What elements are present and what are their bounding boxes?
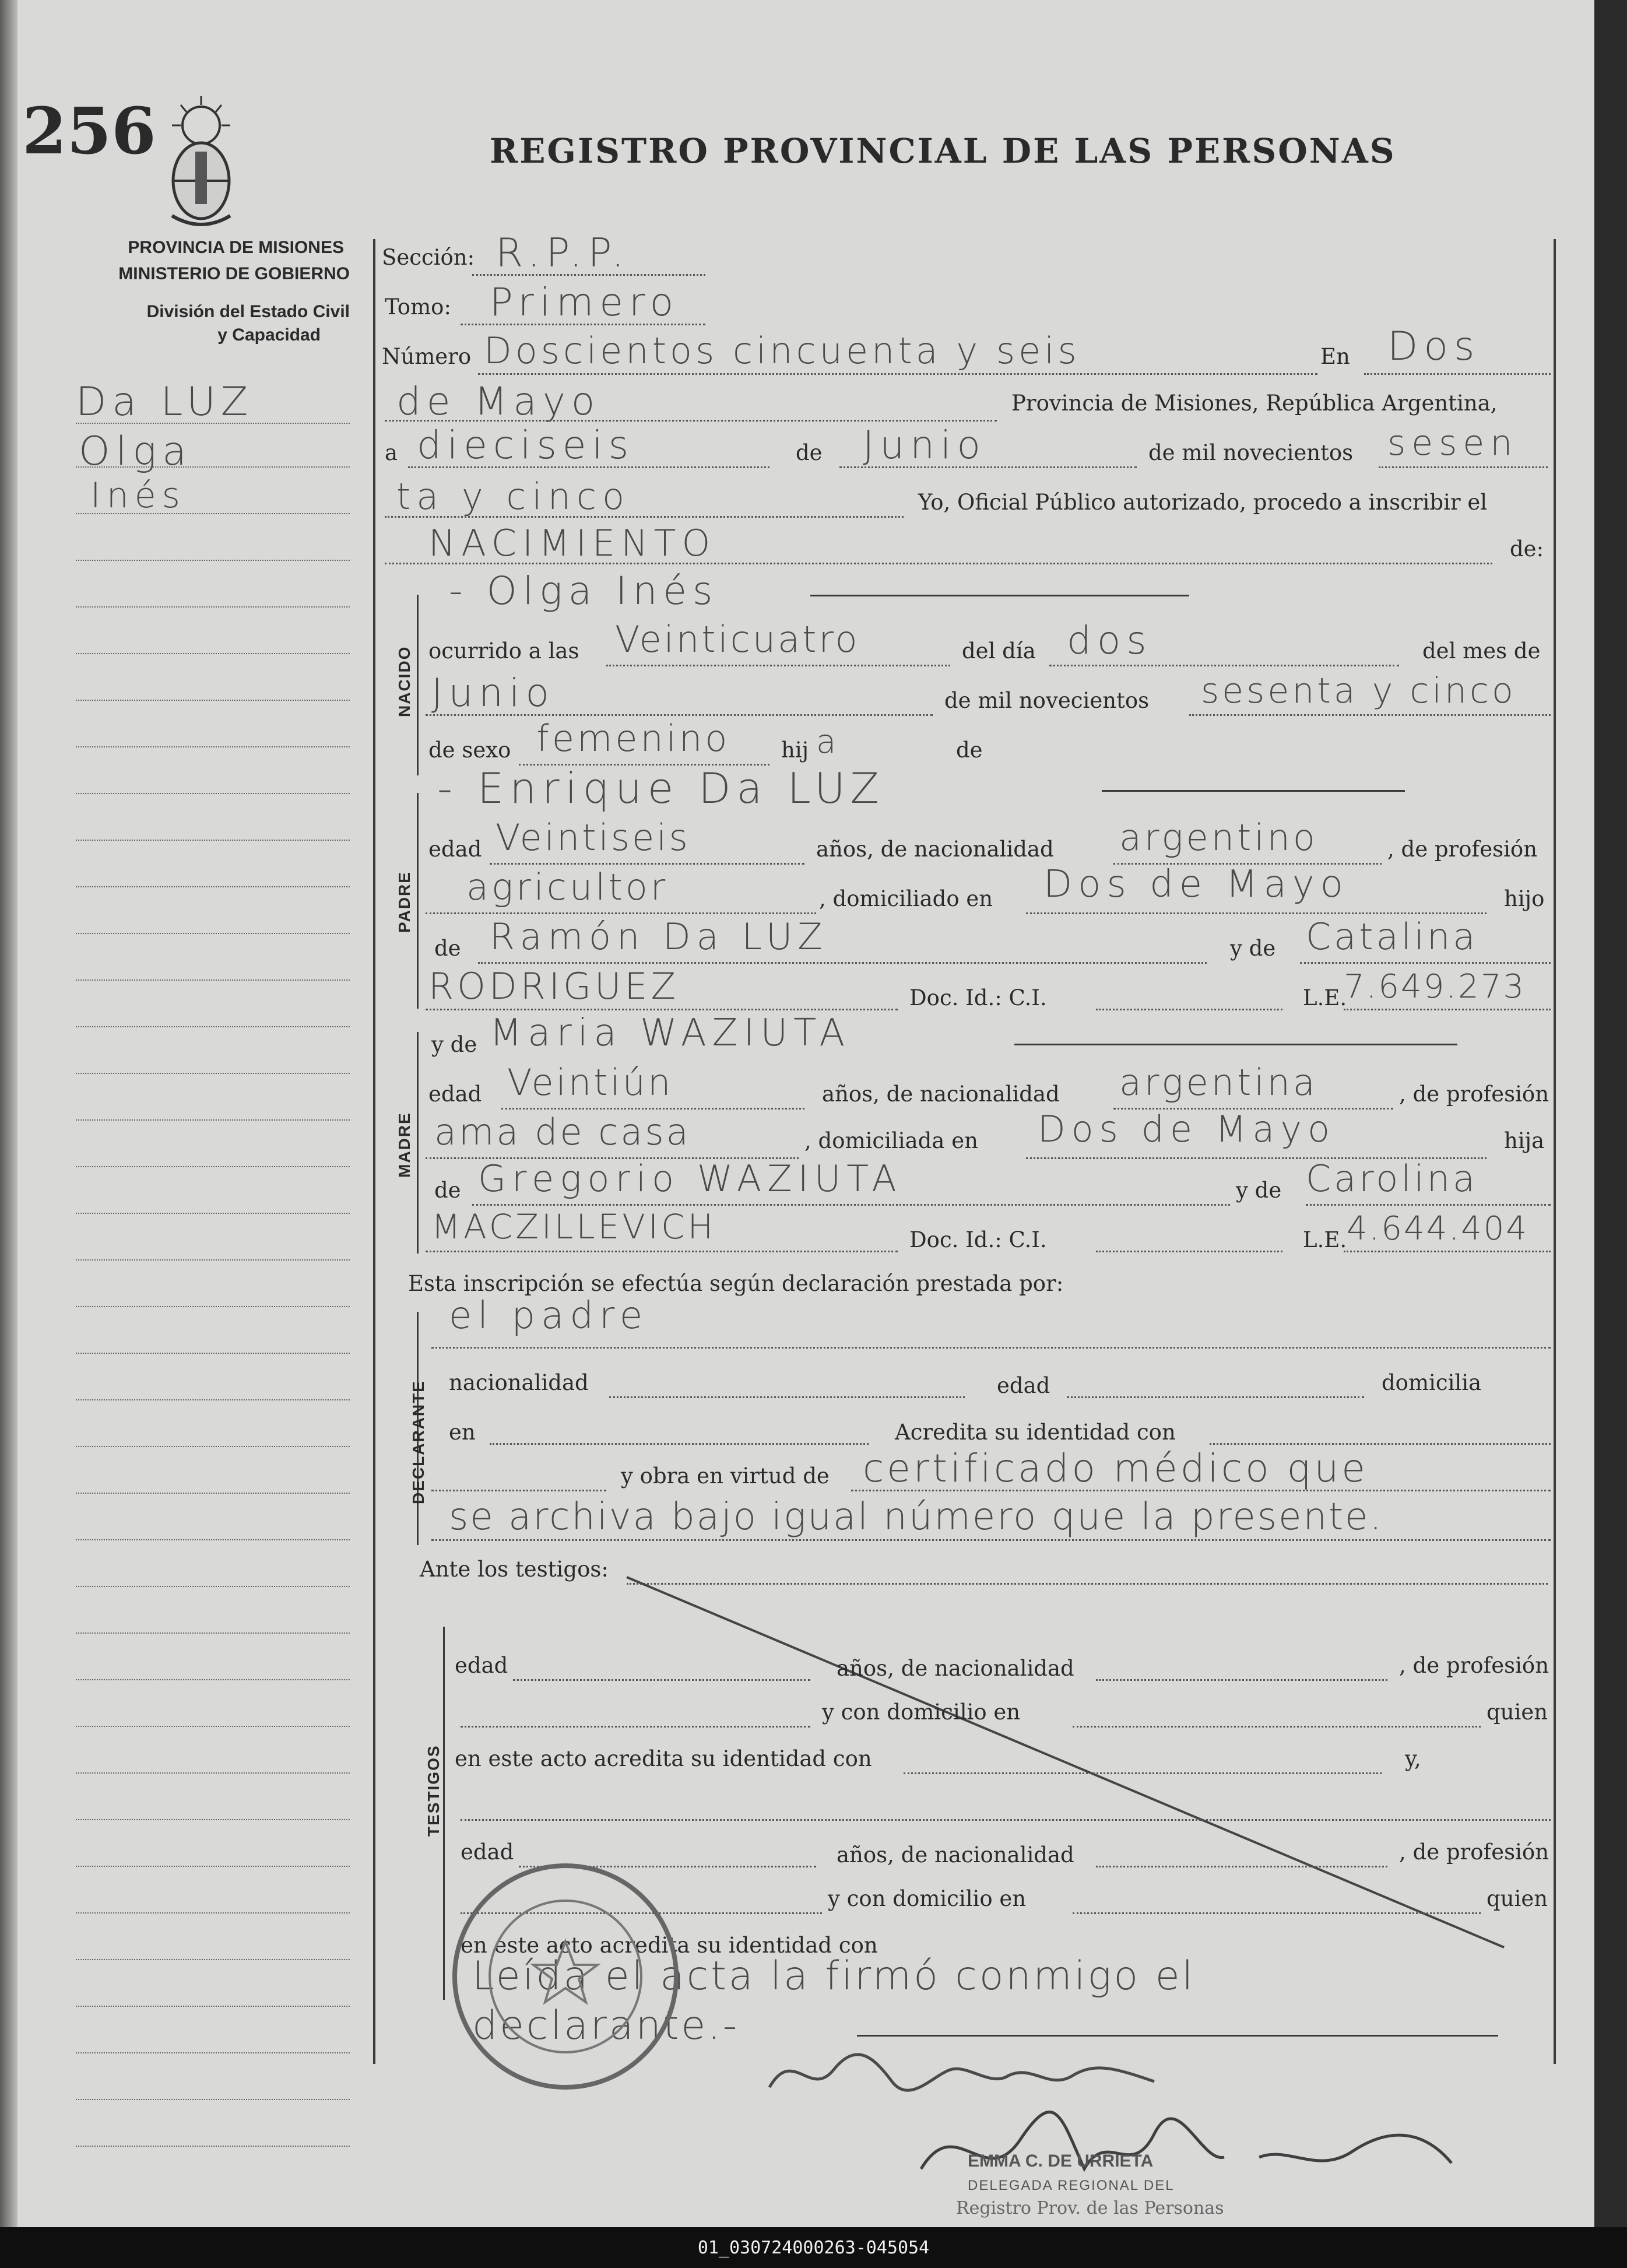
value-mes-nac: Junio (431, 670, 555, 715)
label-de-mil-novecientos: de mil novecientos (944, 688, 1150, 713)
header-line-province: PROVINCIA DE MISIONES (128, 238, 344, 257)
value-anio-b: ta y cinco (396, 475, 631, 518)
value-numero: Doscientos cincuenta y seis (484, 329, 1080, 372)
value-sexo: femenino (536, 717, 730, 760)
label-padre-doc-id: Doc. Id.: C.I. (909, 985, 1047, 1010)
label-decl-en: en (449, 1420, 476, 1445)
value-padre-domicilio: Dos de Mayo (1043, 863, 1349, 906)
value-madre-edad: Veintiún (507, 1061, 673, 1104)
label-hij: hij (781, 738, 809, 763)
value-padre-edad: Veintiseis (496, 816, 690, 859)
side-label-testigos: TESTIGOS (424, 1744, 442, 1837)
value-lugar2: de Mayo (396, 379, 601, 424)
label-numero: Número (382, 344, 472, 369)
label-del-dia: del día (962, 638, 1036, 663)
value-seccion: R.P.P. (496, 230, 630, 276)
label-a: a (385, 440, 398, 465)
label-padre-le: L.E. (1303, 985, 1347, 1010)
label-padre-domiciliado: , domiciliado en (819, 886, 993, 911)
value-cierre1: Leída el acta la firmó conmigo el (472, 1953, 1196, 1999)
margin-firstname: Olga (79, 429, 192, 475)
label-test1-quien: quien (1487, 1700, 1548, 1725)
value-padre-padre: Ramón Da LUZ (490, 915, 828, 958)
label-madre-edad: edad (428, 1082, 482, 1107)
footer-id: 01_030724000263-045054 (0, 2227, 1627, 2268)
document-title: REGISTRO PROVINCIAL DE LAS PERSONAS (490, 131, 1396, 171)
margin-surname: Da LUZ (76, 379, 254, 425)
value-hij-suffix: a (816, 723, 842, 761)
label-padre-edad: edad (428, 837, 482, 862)
value-madre-profesion: ama de casa (434, 1111, 691, 1153)
label-decl-y-obra: y obra en virtud de (621, 1463, 830, 1488)
label-padre-de: de (434, 936, 461, 961)
stamp-line1: DELEGADA REGIONAL DEL (968, 2178, 1175, 2193)
label-de-colon: de: (1510, 536, 1544, 561)
value-padre-nombre: - Enrique Da LUZ (437, 764, 885, 813)
side-label-madre: MADRE (395, 1112, 413, 1178)
value-anio-a: sesen (1387, 423, 1519, 464)
label-test1-y: y, (1405, 1746, 1421, 1771)
value-archivo: se archiva bajo igual número que la presente. (449, 1495, 1383, 1539)
value-padre-le: 7.649.273 (1344, 968, 1526, 1006)
label-test2-anos-nac: años, de nacionalidad (837, 1842, 1074, 1867)
label-del-mes: del mes de (1422, 638, 1541, 663)
label-madre-doc-id: Doc. Id.: C.I. (909, 1227, 1047, 1252)
value-padre-madre: Catalina (1306, 915, 1478, 958)
book-edge (1594, 0, 1627, 2227)
stamp-name: EMMA C. DE URRIETA (968, 2151, 1154, 2171)
value-nombre: - Olga Inés (449, 568, 719, 613)
label-madre-profesion: , de profesión (1399, 1082, 1549, 1107)
label-decl-edad: edad (997, 1373, 1050, 1398)
margin-middlename: Inés (90, 475, 186, 516)
label-test2-edad: edad (461, 1839, 514, 1865)
label-test2-domicilio: y con domicilio en (828, 1886, 1027, 1911)
label-de-mes: de (796, 440, 823, 465)
label-decl-nacionalidad: nacionalidad (449, 1370, 589, 1395)
label-seccion: Sección: (382, 245, 475, 270)
value-madre-madre-apellido: MACZILLEVICH (431, 1207, 716, 1247)
label-provincia: Provincia de Misiones, República Argentina, (1011, 391, 1498, 416)
value-dia: dieciseis (417, 423, 635, 468)
value-declarante: el padre (449, 1294, 649, 1337)
label-decl-acredita: Acredita su identidad con (895, 1420, 1176, 1445)
label-mil-novecientos: de mil novecientos (1148, 440, 1354, 465)
label-padre-y-de: y de (1230, 936, 1276, 961)
side-label-declarante: DECLARANTE (409, 1380, 427, 1504)
label-ocurrido: ocurrido a las (428, 638, 579, 663)
official-seal-icon (443, 1854, 688, 2099)
value-madre-madre: Carolina (1306, 1157, 1478, 1200)
header-line-ministry: MINISTERIO DE GOBIERNO (118, 264, 350, 283)
value-madre-le: 4.644.404 (1347, 1210, 1529, 1248)
label-madre-domiciliada: , domiciliada en (804, 1128, 978, 1153)
value-madre-domicilio: Dos de Mayo (1038, 1108, 1336, 1150)
label-madre-le: L.E. (1303, 1227, 1347, 1252)
value-tomo: Primero (490, 280, 680, 325)
side-label-padre: PADRE (395, 871, 413, 933)
label-de2: de (956, 738, 983, 763)
label-padre-profesion: , de profesión (1387, 837, 1538, 862)
header-line-division: División del Estado Civil (146, 302, 350, 321)
value-madre-padre: Gregorio WAZIUTA (478, 1157, 902, 1200)
value-mes: Junio (863, 423, 986, 468)
value-padre-madre-apellido: RODRIGUEZ (428, 965, 680, 1007)
value-padre-nacionalidad: argentino (1119, 816, 1318, 859)
value-madre-nacionalidad: argentina (1119, 1061, 1318, 1104)
label-test1-edad: edad (455, 1653, 508, 1678)
label-test2-quien: quien (1487, 1886, 1548, 1911)
value-acto: NACIMIENTO (428, 522, 716, 564)
label-test1-profesion: , de profesión (1399, 1653, 1549, 1678)
label-esta-inscripcion: Esta inscripción se efectúa según declaración prestada por: (408, 1271, 1064, 1296)
label-test1-en-este-acto: en este acto acredita su identidad con (455, 1746, 872, 1771)
value-madre-nombre: Maria WAZIUTA (490, 1012, 851, 1055)
value-certificado: certificado médico que (863, 1446, 1368, 1491)
label-en: En (1320, 344, 1350, 369)
value-anio-nac: sesenta y cinco (1201, 670, 1516, 711)
label-test1-anos-nac: años, de nacionalidad (837, 1656, 1074, 1681)
label-test2-profesion: , de profesión (1399, 1839, 1549, 1865)
label-ante-testigos: Ante los testigos: (420, 1557, 609, 1582)
label-hija: hija (1504, 1128, 1545, 1153)
label-test2-en-este-acto: en este acto acredita su identidad con (461, 1933, 878, 1958)
stamp-line2: Registro Prov. de las Personas (956, 2198, 1224, 2218)
label-madre-anos-nac: años, de nacionalidad (822, 1082, 1060, 1107)
label-padre-anos-nac: años, de nacionalidad (816, 837, 1054, 862)
label-madre-de: de (434, 1178, 461, 1203)
label-decl-domicilia: domicilia (1382, 1370, 1482, 1395)
label-hijo: hijo (1504, 886, 1545, 911)
label-test1-domicilio: y con domicilio en (822, 1700, 1021, 1725)
header-line-capacity: y Capacidad (217, 325, 321, 345)
value-dia-nac: dos (1067, 618, 1152, 663)
value-en-lugar: Dos (1387, 324, 1481, 370)
value-padre-profesion: agricultor (466, 866, 669, 908)
side-label-nacido: NACIDO (395, 645, 413, 717)
label-tomo: Tomo: (385, 294, 451, 320)
label-madre-y-de2: y de (1236, 1178, 1282, 1203)
label-madre-y-de: y de (431, 1032, 477, 1057)
value-cierre2: declarante.- (472, 2003, 740, 2049)
page-number: 256 (22, 93, 156, 168)
value-hora: Veinticuatro (615, 618, 860, 661)
label-yo-oficial: Yo, Oficial Público autorizado, procedo a inscribir el (918, 490, 1488, 515)
label-de-sexo: de sexo (428, 738, 511, 763)
